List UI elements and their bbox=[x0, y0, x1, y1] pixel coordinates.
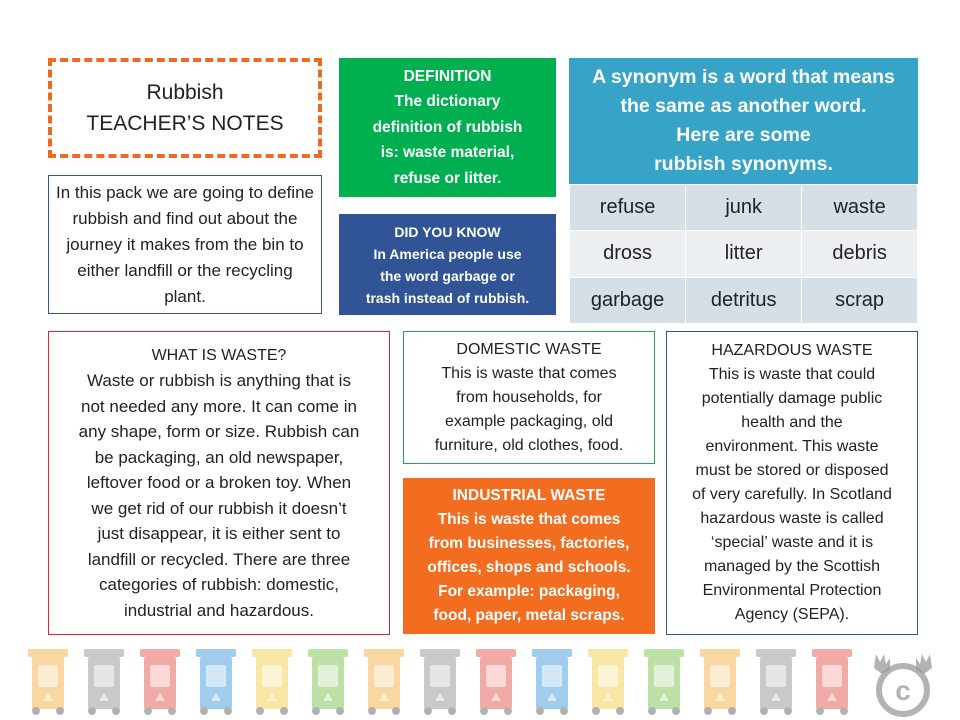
industrial-waste-heading: INDUSTRIAL WASTE bbox=[452, 487, 606, 504]
hazardous-waste-card bbox=[666, 331, 918, 635]
what-is-waste-line: leftover food or a broken toy. When bbox=[86, 473, 352, 493]
domestic-waste-line: This is waste that comes bbox=[441, 364, 617, 382]
definition-line: The dictionary bbox=[394, 93, 501, 111]
recycling-bin-icon bbox=[138, 645, 182, 717]
title-line-1: Rubbish bbox=[146, 81, 224, 104]
hazardous-waste-line: hazardous waste is called bbox=[700, 510, 884, 527]
synonym-cell: junk bbox=[686, 185, 802, 231]
hazardous-waste-line: of very carefully. In Scotland bbox=[692, 486, 892, 503]
what-is-waste-line: industrial and hazardous. bbox=[124, 600, 314, 620]
intro-card bbox=[48, 175, 322, 314]
recycling-bin-icon bbox=[82, 645, 126, 717]
synonym-header-line: Here are some bbox=[676, 124, 811, 146]
synonym-cell: waste bbox=[802, 185, 918, 231]
what-is-waste-line: be packaging, an old newspaper, bbox=[94, 447, 344, 467]
title-card bbox=[48, 58, 322, 158]
synonym-header bbox=[569, 58, 918, 184]
recycling-bin-icon bbox=[418, 645, 462, 717]
industrial-waste-line: offices, shops and schools. bbox=[427, 559, 631, 576]
synonym-header-line: the same as another word. bbox=[620, 95, 867, 117]
recycling-bin-icon bbox=[250, 645, 294, 717]
definition-card bbox=[339, 58, 556, 197]
recycling-bin-icon bbox=[810, 645, 854, 717]
did-you-know-line: the word garbage or bbox=[380, 267, 515, 284]
synonym-cell: refuse bbox=[570, 185, 686, 231]
intro-text: In this pack we are going to define rubbish and find out about the journey it makes from the bin to either landfill or the recycling plant. bbox=[56, 182, 314, 306]
domestic-waste-heading: DOMESTIC WASTE bbox=[456, 340, 602, 358]
what-is-waste-heading: WHAT IS WASTE? bbox=[151, 346, 287, 364]
recycling-bin-icon bbox=[474, 645, 518, 717]
synonym-cell: scrap bbox=[802, 277, 918, 323]
industrial-waste-line: This is waste that comes bbox=[437, 511, 621, 528]
what-is-waste-line: just disappear, it is either sent to bbox=[97, 524, 341, 544]
recycling-bin-icon bbox=[362, 645, 406, 717]
hazardous-waste-line: Environmental Protection bbox=[702, 582, 882, 599]
synonym-table bbox=[569, 184, 918, 324]
industrial-waste-line: from businesses, factories, bbox=[428, 535, 630, 552]
domestic-waste-line: furniture, old clothes, food. bbox=[434, 436, 624, 454]
what-is-waste-card bbox=[48, 331, 390, 635]
synonym-cell: garbage bbox=[570, 277, 686, 323]
did-you-know-card bbox=[339, 214, 556, 315]
recycling-bin-icon bbox=[698, 645, 742, 717]
moose-copyright-logo-icon bbox=[868, 648, 938, 718]
did-you-know-heading: DID YOU KNOW bbox=[394, 223, 501, 240]
definition-heading: DEFINITION bbox=[403, 67, 492, 85]
hazardous-waste-line: managed by the Scottish bbox=[703, 558, 881, 575]
hazardous-waste-line: health and the bbox=[741, 414, 843, 431]
recycling-bin-icon bbox=[306, 645, 350, 717]
recycling-bin-icon bbox=[754, 645, 798, 717]
recycling-bins-decoration bbox=[26, 645, 866, 717]
synonym-header-line: rubbish synonyms. bbox=[654, 153, 833, 175]
recycling-bin-icon bbox=[586, 645, 630, 717]
what-is-waste-line: we get rid of our rubbish it doesn’t bbox=[91, 498, 347, 518]
industrial-waste-line: food, paper, metal scraps. bbox=[433, 607, 625, 624]
hazardous-waste-line: environment. This waste bbox=[705, 438, 879, 455]
what-is-waste-line: categories of rubbish: domestic, bbox=[98, 575, 339, 595]
definition-line: definition of rubbish bbox=[372, 118, 523, 136]
recycling-bin-icon bbox=[26, 645, 70, 717]
synonym-header-line: A synonym is a word that means bbox=[592, 66, 895, 88]
hazardous-waste-line: potentially damage public bbox=[701, 390, 883, 407]
synonym-cell: dross bbox=[570, 231, 686, 277]
hazardous-waste-line: This is waste that could bbox=[708, 366, 876, 383]
synonym-cell: detritus bbox=[686, 277, 802, 323]
hazardous-waste-line: must be stored or disposed bbox=[695, 462, 889, 479]
synonym-cell: debris bbox=[802, 231, 918, 277]
synonym-cell: litter bbox=[686, 231, 802, 277]
table-row bbox=[570, 231, 918, 277]
table-row bbox=[570, 185, 918, 231]
did-you-know-line: trash instead of rubbish. bbox=[365, 289, 530, 306]
hazardous-waste-line: ‘special’ waste and it is bbox=[710, 534, 874, 551]
industrial-waste-card bbox=[403, 478, 655, 634]
what-is-waste-line: any shape, form or size. Rubbish can bbox=[78, 422, 360, 442]
what-is-waste-line: Waste or rubbish is anything that is bbox=[87, 371, 351, 391]
recycling-bin-icon bbox=[194, 645, 238, 717]
domestic-waste-line: from households, for bbox=[456, 388, 602, 406]
svg-text:c: c bbox=[895, 675, 911, 706]
did-you-know-line: In America people use bbox=[373, 245, 522, 262]
what-is-waste-line: landfill or recycled. There are three bbox=[87, 549, 351, 569]
domestic-waste-line: example packaging, old bbox=[444, 412, 614, 430]
definition-line: is: waste material, bbox=[380, 144, 515, 162]
what-is-waste-line: not needed any more. It can come in bbox=[81, 396, 357, 416]
industrial-waste-line: For example: packaging, bbox=[438, 583, 620, 600]
definition-line: refuse or litter. bbox=[393, 169, 502, 187]
hazardous-waste-heading: HAZARDOUS WASTE bbox=[711, 342, 873, 359]
title-line-2: TEACHER’S NOTES bbox=[86, 112, 284, 135]
recycling-bin-icon bbox=[530, 645, 574, 717]
hazardous-waste-line: Agency (SEPA). bbox=[734, 606, 850, 623]
recycling-bin-icon bbox=[642, 645, 686, 717]
domestic-waste-card bbox=[403, 331, 655, 464]
table-row bbox=[570, 277, 918, 323]
